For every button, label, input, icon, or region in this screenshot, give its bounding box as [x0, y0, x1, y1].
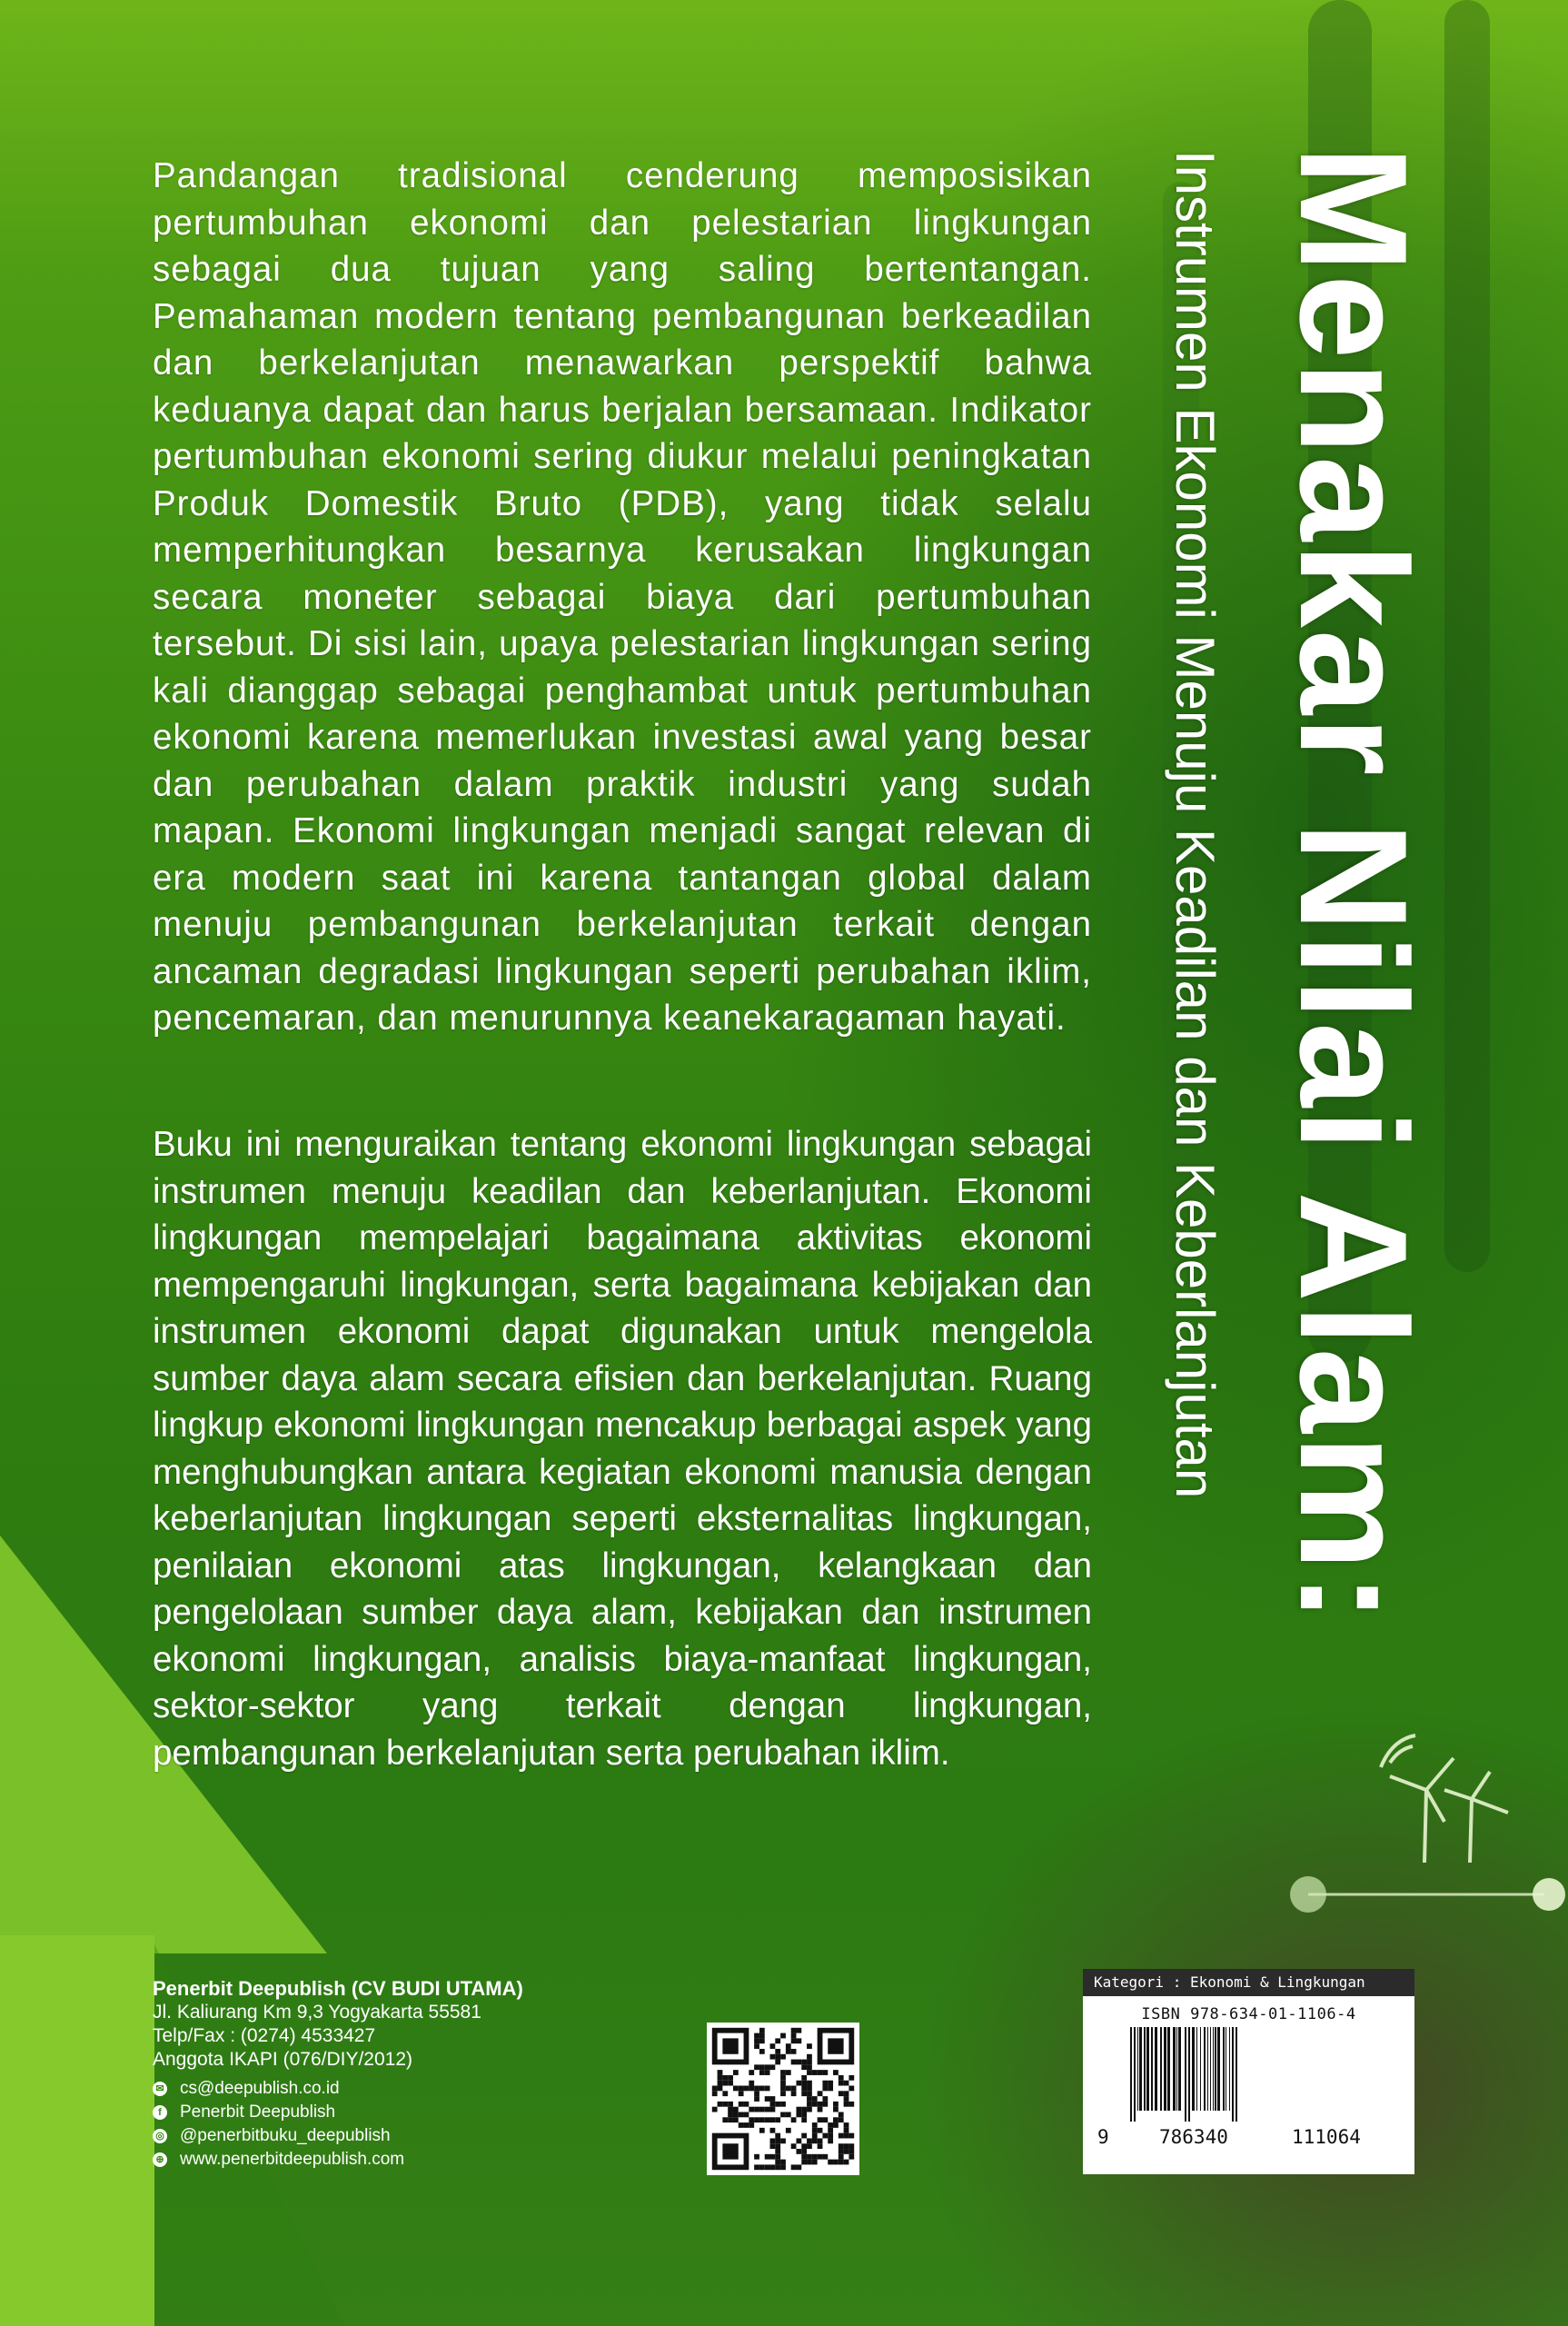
barcode-bar: [1130, 2027, 1132, 2122]
contact-text: Penerbit Deepublish: [180, 2102, 336, 2122]
barcode-bar: [1160, 2027, 1162, 2111]
publisher-address: Jl. Kaliurang Km 9,3 Yogyakarta 55581: [153, 2002, 481, 2023]
barcode-bar: [1207, 2027, 1208, 2111]
barcode-bar: [1151, 2027, 1153, 2111]
barcode-digits: [1083, 2126, 1414, 2153]
barcode-bar: [1215, 2027, 1216, 2111]
qr-code[interactable]: [707, 2023, 859, 2175]
barcode-bar: [1188, 2027, 1190, 2122]
book-title: Menakar Nilai Alam:: [1268, 145, 1439, 1625]
instagram-icon: ◎: [153, 2129, 167, 2143]
barcode-bar: [1164, 2027, 1166, 2111]
barcode-bar: [1178, 2027, 1181, 2111]
book-subtitle: Instrumen Ekonomi Menuju Keadilan dan Keberlanjutan: [1165, 150, 1226, 1499]
isbn-barcode-box: [1083, 1969, 1414, 2174]
barcode-bar: [1167, 2027, 1170, 2111]
barcode-bar: [1204, 2027, 1206, 2111]
barcode-bar: [1176, 2027, 1177, 2111]
synopsis-paragraph-1: Pandangan tradisional cenderung memposisikan pertumbuhan ekonomi dan pelestarian lingkungan sebagai dua tujuan yang saling bertentangan. Pemahaman modern tentang pembangunan berkeadilan dan berkelanjutan menawarkan perspektif bahwa keduanya dapat dan harus berjalan bersamaan. Indikator pertumbuhan ekonomi sering diukur melalui peningkatan Produk Domestik Bruto (PDB), yang tidak selalu memperhitungkan besarnya kerusakan lingkungan secara moneter sebagai biaya dari pertumbuhan tersebut. Di sisi lain, upaya pelestarian lingkungan sering kali dianggap sebagai penghambat untuk pertumbuhan ekonomi karena memerlukan investasi awal yang besar dan perubahan dalam praktik industri yang sudah mapan. Ekonomi lingkungan menjadi sangat relevan di era modern saat ini karena tantangan global dalam menuju pembangunan berkelanjutan terkait dengan ancaman degradasi lingkungan seperti perubahan iklim, pencemaran, dan menurunnya keanekaragaman hayati.: [153, 156, 1092, 1038]
barcode-bar: [1137, 2027, 1138, 2111]
publisher-name: Penerbit Deepublish (CV BUDI UTAMA): [153, 1977, 523, 2000]
publisher-info: [153, 1977, 523, 2172]
barcode-bar: [1236, 2027, 1237, 2122]
publisher-membership: Anggota IKAPI (076/DIY/2012): [153, 2049, 413, 2070]
barcode-bar: [1217, 2027, 1220, 2111]
contact-text: www.penerbitdeepublish.com: [180, 2150, 405, 2169]
barcode-digits-right: 111064: [1292, 2126, 1361, 2148]
contact-text: @penerbitbuku_deepublish: [180, 2126, 391, 2145]
contact-item[interactable]: [153, 2077, 523, 2101]
tree-trunk: [1444, 0, 1490, 1272]
web-icon: ⊕: [153, 2152, 167, 2167]
barcode-digit-first: 9: [1097, 2126, 1109, 2148]
category-label: Kategori : Ekonomi & Lingkungan: [1083, 1969, 1414, 1996]
synopsis-paragraph-2: Buku ini menguraikan tentang ekonomi lingkungan sebagai instrumen menuju keadilan dan keberlanjutan. Ekonomi lingkungan mempelajari bagaimana aktivitas ekonomi mempengaruhi lingkungan, serta bagaimana kebijakan dan instrumen ekonomi dapat digunakan untuk mengelola sumber daya alam secara efisien dan berkelanjutan. Ruang lingkup ekonomi lingkungan mencakup berbagai aspek yang menghubungkan antara kegiatan ekonomi manusia dengan keberlanjutan lingkungan seperti eksternalitas lingkungan, penilaian ekonomi atas lingkungan, kelangkaan dan pengelolaan sumber daya alam, kebijakan dan instrumen ekonomi lingkungan, analisis biaya-manfaat lingkungan, sektor-sektor yang terkait dengan lingkungan, pembangunan berkelanjutan serta perubahan iklim.: [153, 1125, 1092, 1773]
decorative-strip: [0, 1935, 154, 2326]
barcode-bar: [1223, 2027, 1225, 2111]
email-icon: ✉: [153, 2082, 167, 2096]
contact-item[interactable]: [153, 2148, 523, 2172]
barcode-bar: [1192, 2027, 1195, 2111]
barcode-bar: [1139, 2027, 1142, 2111]
barcode-bar: [1185, 2027, 1186, 2122]
barcode-bar: [1232, 2027, 1234, 2122]
contact-text: cs@deepublish.co.id: [180, 2079, 340, 2098]
barcode-bar: [1144, 2027, 1146, 2111]
barcode: [1130, 2027, 1394, 2122]
wind-turbine-icon: [1372, 1726, 1544, 1872]
publisher-contacts: [153, 2077, 523, 2172]
publisher-phone: Telp/Fax : (0274) 4533427: [153, 2025, 376, 2046]
barcode-bar: [1134, 2027, 1136, 2122]
contact-item[interactable]: [153, 2101, 523, 2124]
barcode-bar: [1155, 2027, 1157, 2111]
barcode-bar: [1213, 2027, 1214, 2111]
barcode-bar: [1210, 2027, 1211, 2111]
barcode-bar: [1196, 2027, 1197, 2111]
barcode-bar: [1173, 2027, 1176, 2111]
isbn-number: ISBN 978-634-01-1106-4: [1141, 2005, 1356, 2023]
barcode-bar: [1229, 2027, 1230, 2111]
barcode-bar: [1146, 2027, 1149, 2111]
facebook-icon: f: [153, 2105, 167, 2120]
barcode-digits-left: 786340: [1159, 2126, 1228, 2148]
connector-line-decoration: [1272, 1872, 1568, 1917]
contact-item[interactable]: [153, 2124, 523, 2148]
barcode-bar: [1200, 2027, 1201, 2111]
